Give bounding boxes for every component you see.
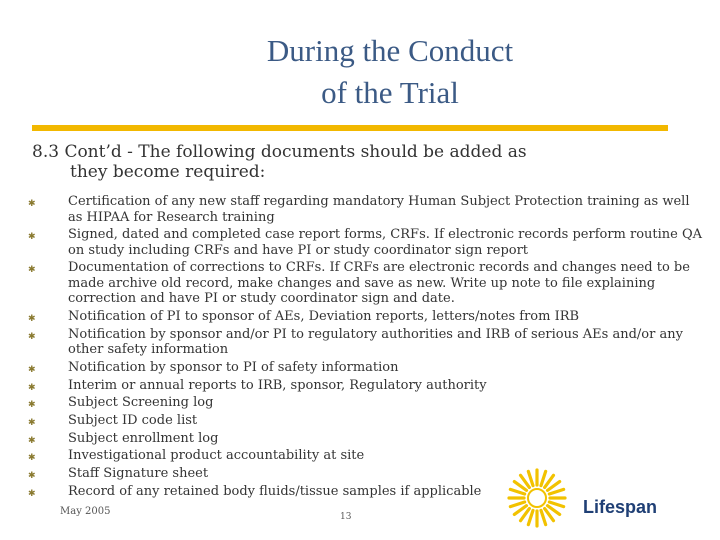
bullet-icon: ✱: [28, 418, 36, 428]
sun-ray: [549, 489, 563, 494]
list-item-text: Notification of PI to sponsor of AEs, Deviation reports, letters/notes from IRB: [68, 309, 580, 325]
section-heading: [32, 142, 702, 182]
page-number: 13: [340, 512, 352, 522]
slide-title: [0, 30, 720, 114]
list-item: [28, 260, 708, 307]
list-item-text: Subject enrollment log: [68, 430, 219, 446]
list-item-text: Staff Signature sheet: [68, 466, 209, 482]
sun-ray: [510, 502, 524, 507]
list-item-text: Notification by sponsor and/or PI to regulatory authorities and IRB of serious AEs and/or any other safety information: [68, 326, 683, 358]
bullet-icon: ✱: [28, 331, 36, 342]
sun-ray: [528, 510, 533, 524]
list-item: [28, 194, 708, 225]
list-item: [28, 431, 708, 447]
sun-ray: [549, 502, 563, 507]
sun-ray: [541, 471, 546, 485]
list-item: [28, 360, 708, 376]
list-item-text: Record of any retained body fluids/tissue samples if applicable: [68, 483, 482, 499]
list-item-text: Documentation of corrections to CRFs. If CRFs are electronic records and changes need to be made archive old record, make changes and save as new. Write up note to file explaining correction and have PI or study coordinator sign and date.: [68, 260, 690, 307]
list-item-text: Subject Screening log: [68, 395, 214, 411]
sun-ray: [510, 489, 524, 494]
title-line-2: of the Trial: [321, 75, 459, 110]
list-item: [28, 413, 708, 429]
bullet-icon: ✱: [28, 364, 36, 375]
bullet-icon: ✱: [28, 453, 36, 464]
title-line-1: During the Conduct: [266, 33, 514, 68]
bullet-icon: ✱: [28, 265, 36, 276]
bullet-icon: ✱: [28, 471, 36, 482]
brand-name: Lifespan: [583, 497, 658, 517]
bullet-icon: ✱: [28, 488, 36, 499]
list-item: [28, 395, 708, 411]
bullet-icon: ✱: [28, 199, 36, 209]
divider-rule: [32, 125, 668, 131]
list-item: [28, 378, 708, 394]
list-item: [28, 448, 708, 464]
document-list: [28, 194, 708, 501]
footer-date: May 2005: [60, 506, 111, 517]
bullet-icon: ✱: [28, 232, 36, 243]
list-item-text: Subject ID code list: [68, 413, 198, 428]
list-item-text: Certification of any new staff regarding mandatory Human Subject Protection training as well as HIPAA for Research training: [68, 194, 690, 225]
sun-ray: [528, 471, 533, 485]
list-item: [28, 466, 708, 482]
bullet-icon: ✱: [28, 400, 36, 411]
list-item-text: Signed, dated and completed case report forms, CRFs. If electronic records perform routine QA on study including CRFs and have PI or study coordinator sign report: [68, 227, 703, 258]
list-item-text: Notification by sponsor to PI of safety information: [68, 359, 399, 375]
list-item-text: Interim or annual reports to IRB, sponsor, Regulatory authority: [68, 377, 487, 393]
list-item: [28, 309, 708, 325]
sun-ray: [541, 510, 546, 524]
list-item-text: Investigational product accountability at site: [68, 448, 365, 464]
bullet-icon: ✱: [28, 382, 36, 393]
list-item: [28, 227, 708, 258]
heading-line-2: they become required:: [70, 162, 266, 182]
lifespan-sun-logo-icon: [505, 466, 569, 530]
bullet-icon: ✱: [28, 435, 36, 446]
bullet-icon: ✱: [28, 314, 36, 325]
heading-line-1: 8.3 Cont’d - The following documents should be added as: [32, 142, 527, 162]
list-item: [28, 327, 708, 358]
